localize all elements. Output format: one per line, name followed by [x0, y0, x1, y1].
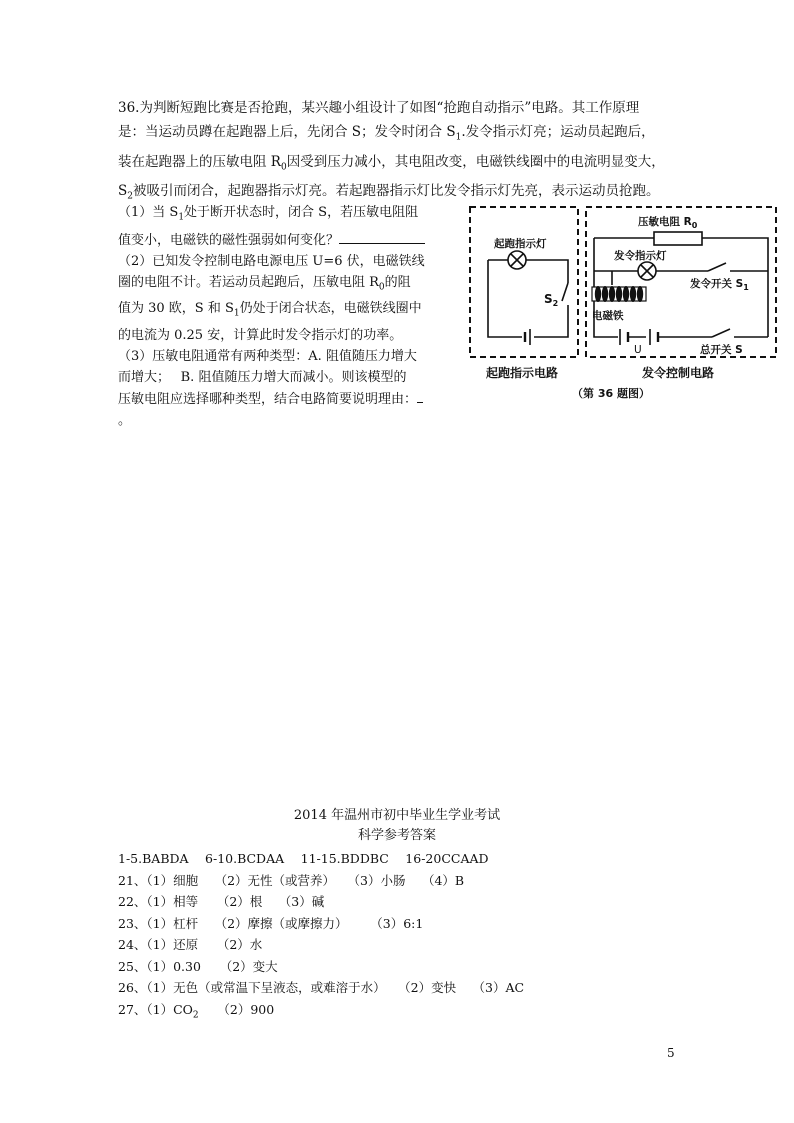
subscript: 1 [178, 212, 185, 223]
answer-row-27 [118, 999, 678, 1027]
sub3-line-3 [118, 388, 448, 410]
s2-text: S [544, 292, 553, 306]
answer-row: 1-5.BABDA 6-10.BCDAA 11-15.BDDBC 16-20CCAAD [118, 851, 489, 866]
sub3-line-1: （3）压敏电阻通常有两种类型：A. 阻值随压力增大 [118, 348, 417, 364]
question-36-subquestions [118, 202, 448, 431]
text: （1）当 S [118, 205, 179, 220]
intro-line-4-text-b: 被吸引而闭合，起跑器指示灯亮。若起跑器指示灯比发令指示灯先亮，表示运动员抢跑。 [132, 183, 660, 200]
sub3-line-4: 。 [118, 412, 132, 428]
text: 仍处于闭合状态，电磁铁线圈中 [239, 301, 422, 317]
sub1-line-2 [118, 229, 448, 251]
r0-resistor [654, 232, 702, 245]
intro-line-1: 36.为判断短跑比赛是否抢跑，某兴趣小组设计了如图“抢跑自动指示”电路。其工作原理 [118, 100, 640, 116]
start-lamp-label: 起跑指示灯 [494, 238, 547, 250]
circuit-diagram [468, 205, 780, 405]
r0-label [638, 215, 698, 230]
text: 的阻 [384, 274, 411, 290]
text: 处于断开状态时，闭合 S，若压敏电阻阻 [184, 205, 419, 220]
answer-row: 26、（1）无色（或常温下呈液态，或难溶于水） （2）变快 （3）AC [118, 980, 525, 995]
sub2-line-2 [118, 272, 448, 299]
intro-line-3-text: 装在起跑器上的压敏电阻 R [118, 153, 281, 170]
sub1-line-1 [118, 202, 448, 229]
text: 压敏电阻应选择哪种类型，结合电路简要说明理由： [118, 391, 418, 407]
answer-list [118, 848, 678, 1027]
s-label: 总开关 S [700, 344, 743, 356]
s2-switch-blade [562, 283, 568, 301]
intro-line-4-text: S [118, 183, 128, 200]
answer-row: 23、（1）杠杆 （2）摩擦（或摩擦力） （3）6:1 [118, 915, 424, 931]
text: 27、（1）CO [118, 1001, 193, 1017]
subscript: 2 [192, 1010, 199, 1020]
u-label: U [634, 344, 642, 356]
electromagnet-icon [592, 286, 646, 302]
s1-switch-blade [708, 263, 726, 271]
subscript: 0 [280, 162, 287, 173]
subscript: 1 [743, 283, 749, 292]
subscript: 0 [378, 282, 385, 293]
right-circuit-box [586, 207, 776, 357]
s1-label [689, 277, 749, 292]
text: 圈的电阻不计。若运动员起跑后，压敏电阻 R [118, 274, 379, 290]
figure-caption: （第 36 题图） [572, 387, 650, 400]
intro-line-3 [118, 150, 688, 180]
intro-line-2-text: 是：当运动员蹲在起跑器上后，先闭合 S；发令时闭合 S [118, 124, 456, 140]
subscript: 2 [127, 192, 133, 203]
intro-line-2 [118, 120, 688, 150]
subscript: 0 [691, 221, 698, 230]
answers-title-2: 科学参考答案 [357, 828, 436, 843]
intro-line-2-text-b: .发令指示灯亮；运动员起跑后， [461, 124, 655, 140]
subscript: 1 [455, 132, 462, 143]
answer-row: 21、（1）细胞 （2）无性（或营养） （3）小肠 （4）B [118, 872, 465, 888]
answers-title-1: 2014 年温州市初中毕业生学业考试 [293, 808, 501, 823]
left-circuit-label: 起跑指示电路 [486, 366, 559, 380]
sub2-line-1: （2）已知发令控制电路电源电压 U=6 伏，电磁铁线 [118, 253, 425, 269]
text: 值为 30 欧，S 和 S [118, 301, 234, 317]
question-36-intro [118, 96, 688, 209]
signal-lamp-label: 发令指示灯 [614, 250, 667, 262]
electromagnet-label: 电磁铁 [592, 310, 624, 322]
subscript: 1 [233, 308, 240, 319]
answer-row: 25、（1）0.30 （2）变大 [118, 958, 278, 974]
s-switch-blade [712, 329, 730, 337]
right-circuit-label: 发令控制电路 [642, 366, 715, 380]
answer-blank[interactable] [417, 388, 423, 403]
page-number: 5 [667, 1046, 675, 1060]
s1-text: 发令开关 S [690, 278, 744, 290]
answer-row: 24、（1）还原 （2）水 [118, 937, 263, 952]
r0-text: 压敏电阻 R [638, 216, 692, 228]
s2-label [544, 292, 558, 308]
intro-line-3-text-b: 因受到压力减小，其电阻改变，电磁铁线圈中的电流明显变大， [286, 153, 665, 170]
subscript: 2 [552, 299, 559, 308]
answer-row: 22、（1）相等 （2）根 （3）碱 [118, 894, 325, 909]
text: 值变小，电磁铁的磁性强弱如何变化？ [118, 232, 340, 248]
text: （2）900 [198, 1001, 275, 1017]
answer-blank[interactable] [339, 229, 425, 244]
sub2-line-4: 的电流为 0.25 安，计算此时发令指示灯的功率。 [118, 327, 403, 343]
sub2-line-3 [118, 298, 448, 325]
sub3-line-2: 而增大； B. 阻值随压力增大而减小。则该模型的 [118, 369, 407, 385]
